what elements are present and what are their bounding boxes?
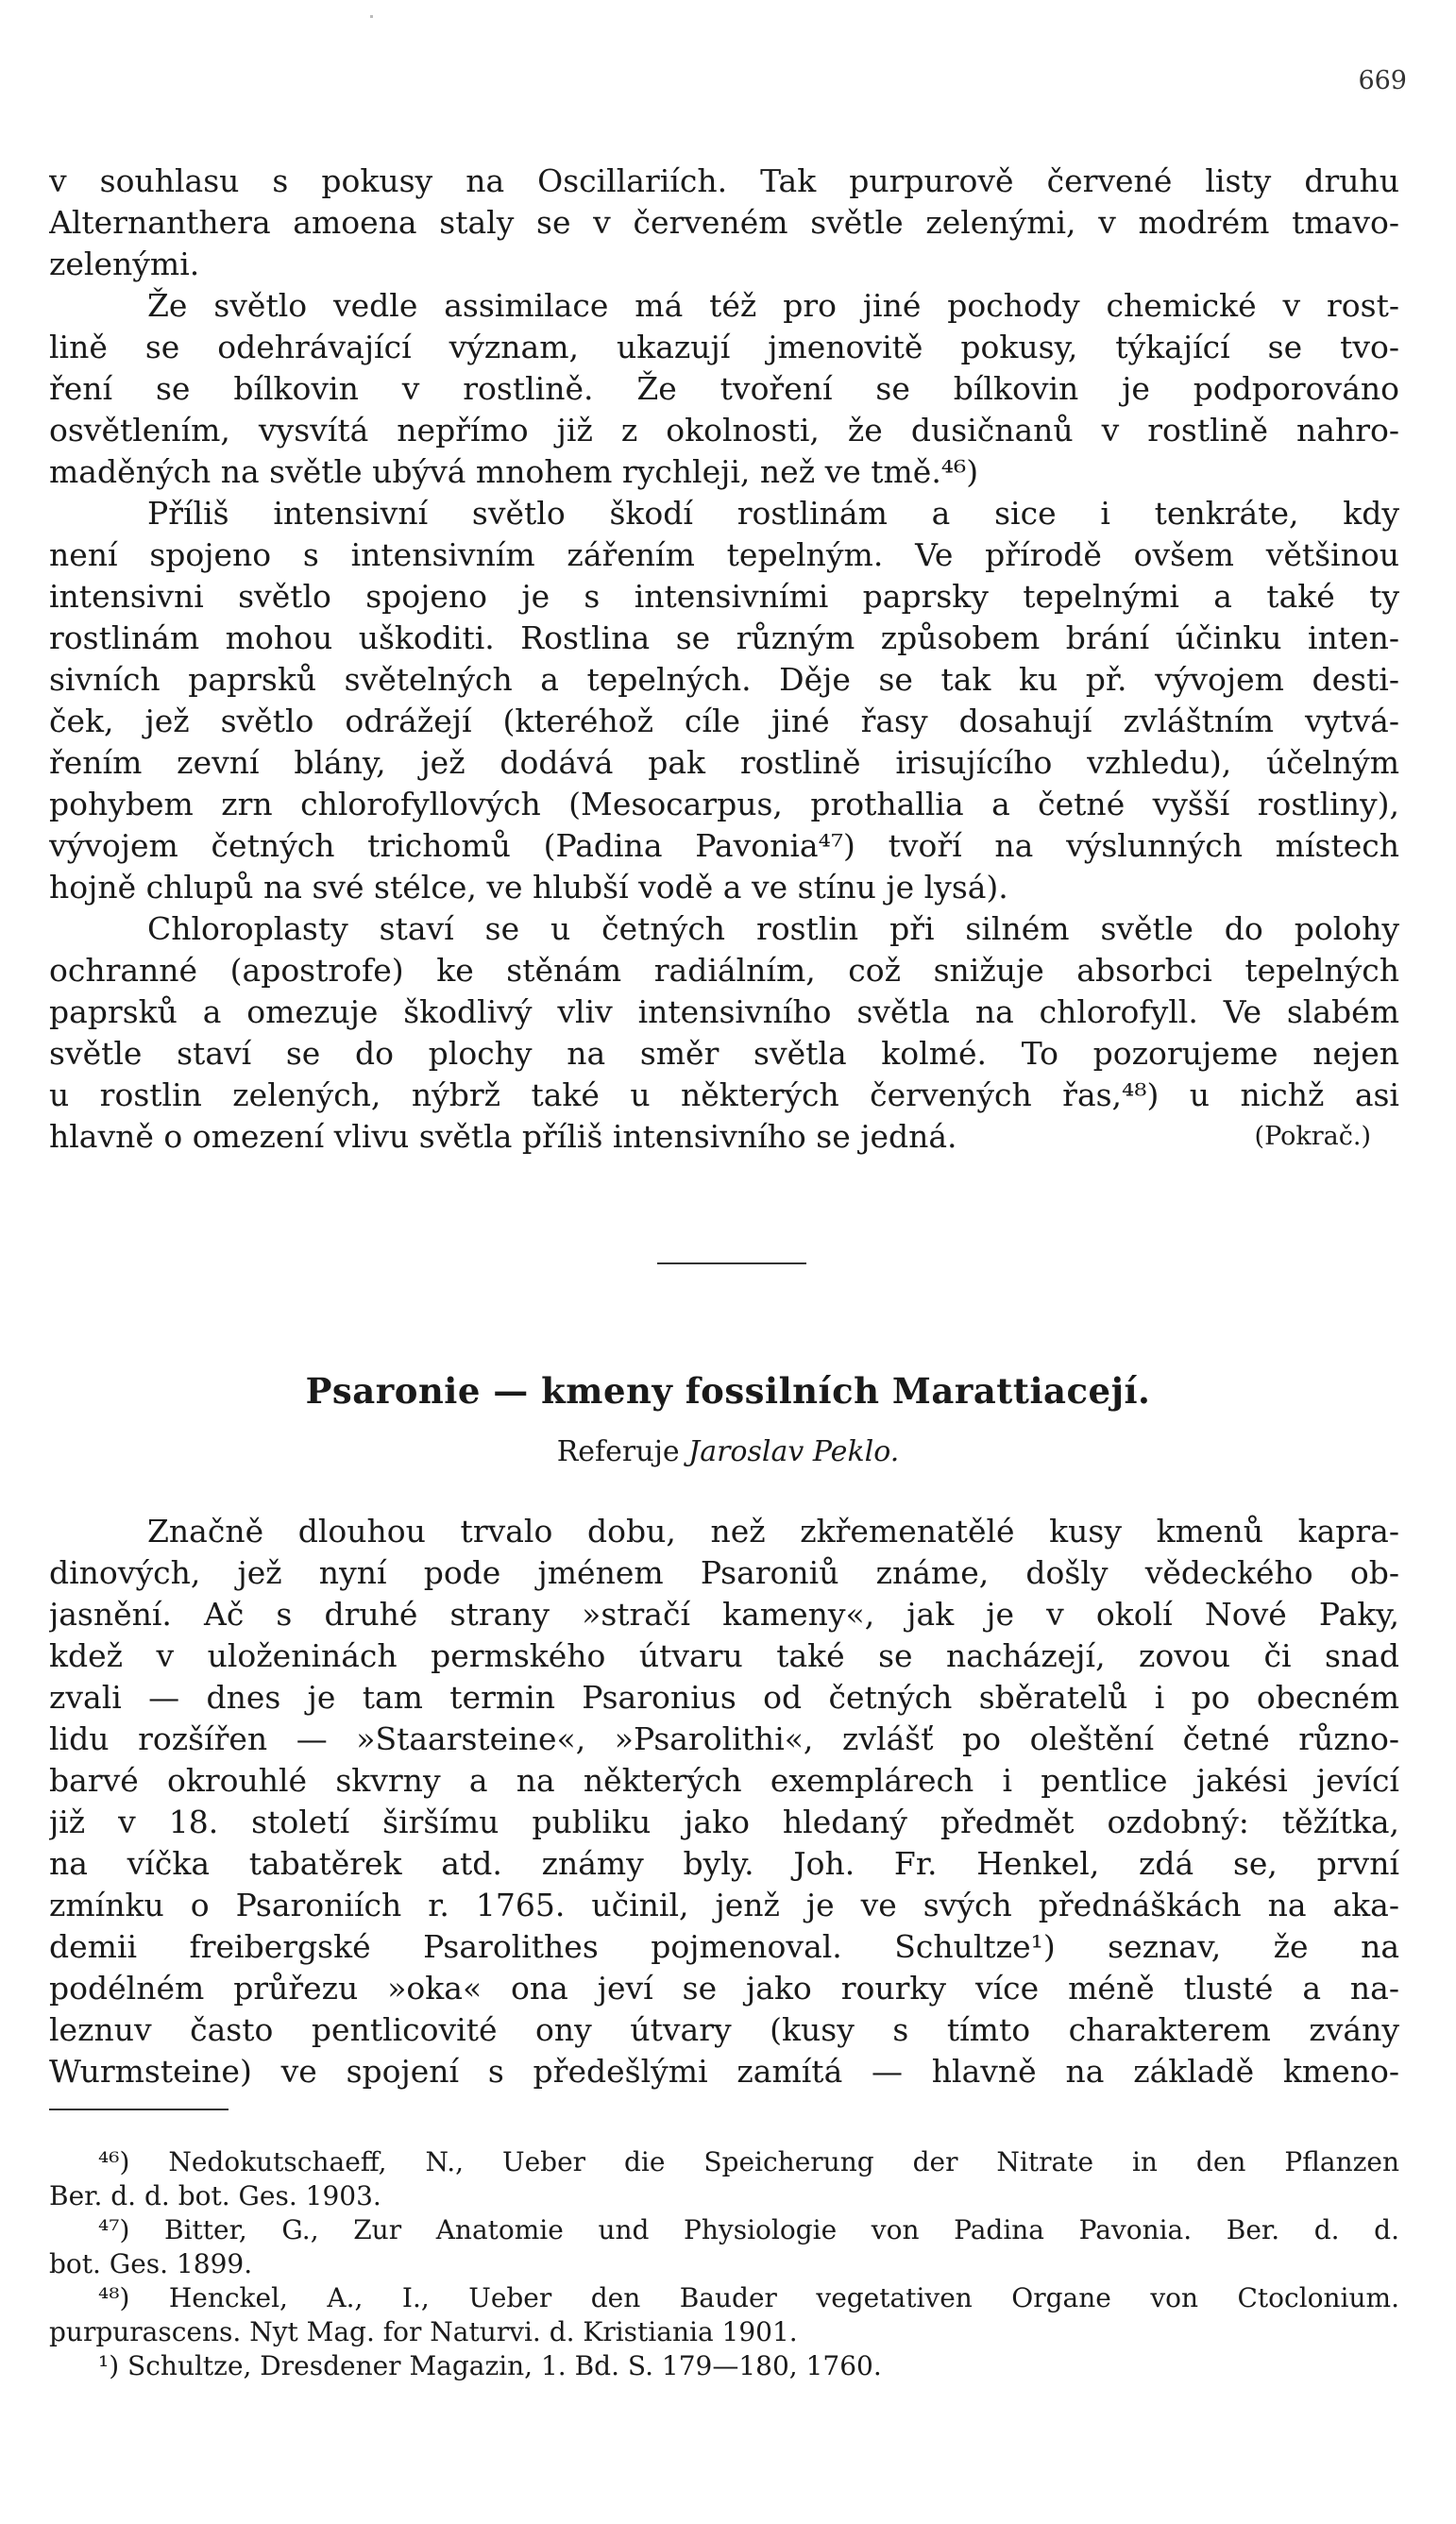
- section-divider: [657, 1262, 806, 1264]
- text-line: paprsků a omezuje škodlivý vliv intensivního světla na chlorofyll. Ve slabém: [49, 993, 1399, 1030]
- footnote-line: bot. Ges. 1899.: [49, 2248, 253, 2279]
- text-line: světle staví se do plochy na směr světla kolmé. To pozorujeme nejen: [49, 1035, 1399, 1072]
- text-line: leznuv často pentlicovité ony útvary (kusy s tímto charakterem zvány: [49, 2011, 1399, 2048]
- text-line: zelenými.: [49, 246, 200, 282]
- text-line: osvětlením, vysvítá nepřímo již z okolnosti, že dusičnanů v rostlině nahro-: [49, 412, 1399, 449]
- continued-note: (Pokrač.): [1254, 1122, 1371, 1151]
- text-line: intensivni světlo spojeno je s intensivními paprsky tepelnými a také ty: [49, 578, 1399, 615]
- footnote-line: ⁴⁸) Henckel, A., I., Ueber den Bauder vegetativen Organe von Ctoclonium.: [98, 2282, 1399, 2313]
- text-line: Příliš intensivní světlo škodí rostlinám a sice i tenkráte, kdy: [147, 495, 1399, 532]
- text-line: lině se odehrávající význam, ukazují jmenovitě pokusy, týkající se tvo-: [49, 329, 1399, 365]
- text-line: rostlinám mohou uškoditi. Rostlina se různým způsobem brání účinku inten-: [49, 619, 1399, 656]
- article-byline: [0, 1433, 1456, 1471]
- byline-prefix: Referuje: [556, 1435, 680, 1468]
- text-line-with-note: [49, 1116, 1399, 1158]
- text-line: pohybem zrn chlorofyllových (Mesocarpus, prothallia a četné vyšší rostliny),: [49, 786, 1399, 822]
- text-line: Značně dlouhou trvalo dobu, než zkřemenatělé kusy kmenů kapra-: [147, 1513, 1399, 1550]
- text-line: demii freibergské Psarolithes pojmenoval. Schultze¹) seznav, že na: [49, 1928, 1399, 1965]
- text-line: není spojeno s intensivním zářením tepelným. Ve přírodě ovšem většinou: [49, 536, 1399, 573]
- text-line: sivních paprsků světelných a tepelných. Děje se tak ku př. vývojem desti-: [49, 661, 1399, 698]
- footnote-line: ¹) Schultze, Dresdener Magazin, 1. Bd. S. 179—180, 1760.: [98, 2350, 882, 2381]
- scan-speck: [370, 15, 373, 18]
- footnote-line: ⁴⁷) Bitter, G., Zur Anatomie und Physiologie von Padina Pavonia. Ber. d. d.: [98, 2214, 1399, 2245]
- text-line: na víčka tabatěrek atd. známy byly. Joh. Fr. Henkel, zdá se, první: [49, 1845, 1399, 1882]
- text-line: hojně chlupů na své stélce, ve hlubší vodě a ve stínu je lysá).: [49, 869, 1008, 906]
- footnote-line: ⁴⁶) Nedokutschaeff, N., Ueber die Speicherung der Nitrate in den Pflanzen: [98, 2146, 1399, 2177]
- text-line: ření se bílkovin v rostlině. Že tvoření se bílkovin je podporováno: [49, 370, 1399, 407]
- text-line: zvali — dnes je tam termin Psaronius od četných sběratelů i po obecném: [49, 1679, 1399, 1716]
- page-number: 669: [1358, 66, 1407, 95]
- text-line: hlavně o omezení vlivu světla příliš intensivního se jedná.: [49, 1118, 957, 1155]
- text-line: maděných na světle ubývá mnohem rychleji, než ve tmě.⁴⁶): [49, 453, 979, 490]
- article-title: Psaronie — kmeny fossilních Marattiacejí.: [305, 1370, 1151, 1412]
- text-line: podélném průřezu »oka« ona jeví se jako rourky více méně tlusté a na-: [49, 1970, 1399, 2007]
- text-line: dinových, jež nyní pode jménem Psaroniů známe, došly vědeckého ob-: [49, 1554, 1399, 1591]
- text-line: ochranné (apostrofe) ke stěnám radiálním, což snižuje absorbci tepelných: [49, 952, 1399, 989]
- text-line: řením zevní blány, jež dodává pak rostlině irisujícího vzhledu), účelným: [49, 744, 1399, 781]
- text-line: vývojem četných trichomů (Padina Pavonia⁴⁷) tvoří na výslunných místech: [49, 827, 1399, 864]
- text-line: v souhlasu s pokusy na Oscillariích. Tak purpurově červené listy druhu: [49, 162, 1399, 199]
- text-line: Alternanthera amoena staly se v červeném světle zelenými, v modrém tmavo-: [49, 204, 1399, 241]
- author-name: Jaroslav Peklo.: [688, 1435, 900, 1468]
- text-line: Wurmsteine) ve spojení s předešlými zamítá — hlavně na základě kmeno-: [49, 2053, 1399, 2090]
- footnote-divider: [49, 2109, 229, 2110]
- text-line: již v 18. století širšímu publiku jako hledaný předmět ozdobný: těžítka,: [49, 1804, 1399, 1840]
- footnote-line: Ber. d. d. bot. Ges. 1903.: [49, 2180, 381, 2211]
- footnote-line: purpurascens. Nyt Mag. for Naturvi. d. Kristiania 1901.: [49, 2316, 798, 2347]
- text-line: lidu rozšířen — »Staarsteine«, »Psarolithi«, zvlášť po oleštění četné různo-: [49, 1720, 1399, 1757]
- text-line: barvé okrouhlé skvrny a na některých exemplárech i pentlice jakési jevící: [49, 1762, 1399, 1799]
- text-line: jasnění. Ač s druhé strany »stračí kameny«, jak je v okolí Nové Paky,: [49, 1596, 1399, 1633]
- text-line: u rostlin zelených, nýbrž také u některých červených řas,⁴⁸) u nichž asi: [49, 1076, 1399, 1113]
- text-line: Že světlo vedle assimilace má též pro jiné pochody chemické v rost-: [147, 287, 1399, 324]
- text-line: Chloroplasty staví se u četných rostlin při silném světle do polohy: [147, 910, 1399, 947]
- text-line: ček, jež světlo odrážejí (kteréhož cíle jiné řasy dosahují zvláštním vytvá-: [49, 703, 1399, 739]
- text-line: kdež v uloženinách permského útvaru také se nacházejí, zovou či snad: [49, 1637, 1399, 1674]
- text-line: zmínku o Psaroniích r. 1765. učinil, jenž je ve svých přednáškách na aka-: [49, 1887, 1399, 1923]
